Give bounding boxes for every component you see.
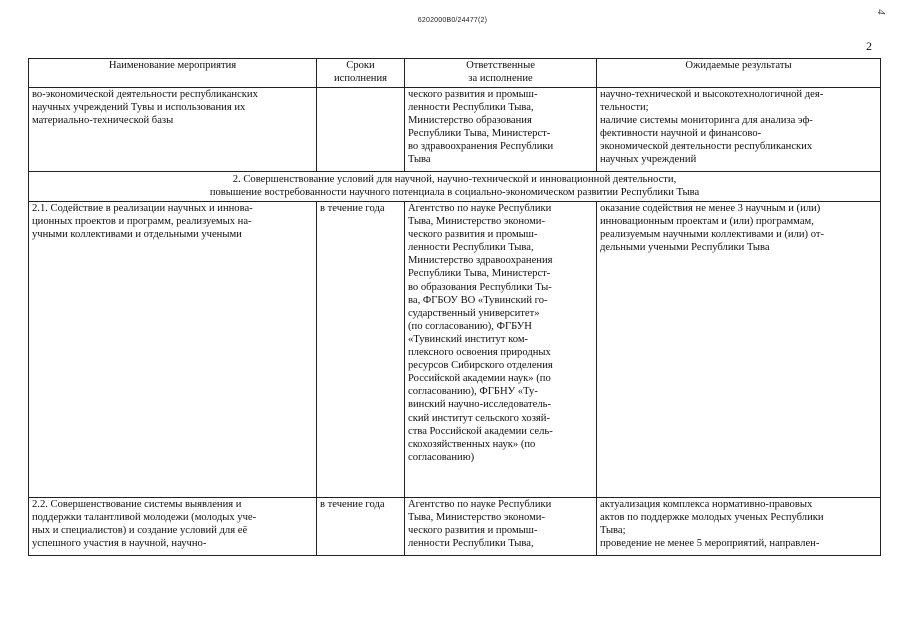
header-activity-name: Наименование мероприятия [29, 59, 317, 88]
cell-deadline: в течение года [317, 202, 405, 498]
cell-responsible: Агентство по науке Республики Тыва, Министерство экономи- ческого развития и промыш- ленности Республики Тыва, Министерство здравоохранения Республики Тыва, Министерст- во образования Республики Ты- ва, ФГБОУ ВО «Тувинский го- сударственный университет» (по согласованию), ФГБУН «Тувинский институт ком- плексного освоения природных ресурсов Сибирского отделения Российской академии наук» (по согласованию), ФГБНУ «Ту- винский научно-исследователь- ский институт сельского хозяй- ства Российской академии сель- скохозяйственных наук» (по согласованию) [405, 202, 597, 498]
cell-activity-name: 2.2. Совершенствование системы выявления и поддержки талантливой молодежи (молодых уче- ных и специалистов) и создание условий для её успешного участия в научной, научно- [29, 498, 317, 556]
cell-deadline: в течение года [317, 498, 405, 556]
header-deadlines: Сроки исполнения [317, 59, 405, 88]
cell-responsible: Агентство по науке Республики Тыва, Министерство экономи- ческого развития и промыш- ленности Республики Тыва, [405, 498, 597, 556]
handwritten-page-mark: 4 [874, 9, 887, 15]
cell-activity-name: 2.1. Содействие в реализации научных и иннова- ционных проектов и программ, реализуемых на- учными коллективами и отдельными учеными [29, 202, 317, 498]
cell-responsible: ческого развития и промыш- ленности Республики Тыва, Министерство образования Республики Тыва, Министерст- во здравоохранения Республики Тыва [405, 88, 597, 172]
header-responsible: Ответственные за исполнение [405, 59, 597, 88]
document-code: 6202000В0/24477(2) [417, 17, 488, 24]
table-header-row [29, 59, 881, 88]
table-row [29, 498, 881, 556]
table-row [29, 88, 881, 172]
header-expected-results: Ожидаемые результаты [597, 59, 881, 88]
cell-deadline [317, 88, 405, 172]
cell-expected-results: оказание содействия не менее 3 научным и (или) инновационным проектам и (или) программам, реализуемым научными коллективами и (или) от- дельными учеными Республики Тыва [597, 202, 881, 498]
cell-activity-name: во-экономической деятельности республиканских научных учреждений Тувы и использования их материально-технической базы [29, 88, 317, 172]
table-row [29, 202, 881, 498]
cell-expected-results: актуализация комплекса нормативно-правовых актов по поддержке молодых ученых Республики Тыва; проведение не менее 5 мероприятий, направлен- [597, 498, 881, 556]
section-title: 2. Совершенствование условий для научной, научно-технической и инновационной деятельности, повышение востребованности научного потенциала в социально-экономическом развитии Республики Тыва [29, 172, 881, 202]
cell-expected-results: научно-технической и высокотехнологичной дея- тельности; наличие системы мониторинга для анализа эф- фективности научной и финансово- экономической деятельности республиканских научных учреждений [597, 88, 881, 172]
section-heading-row [29, 172, 881, 202]
activities-table [28, 58, 881, 556]
page-number: 2 [866, 39, 872, 53]
